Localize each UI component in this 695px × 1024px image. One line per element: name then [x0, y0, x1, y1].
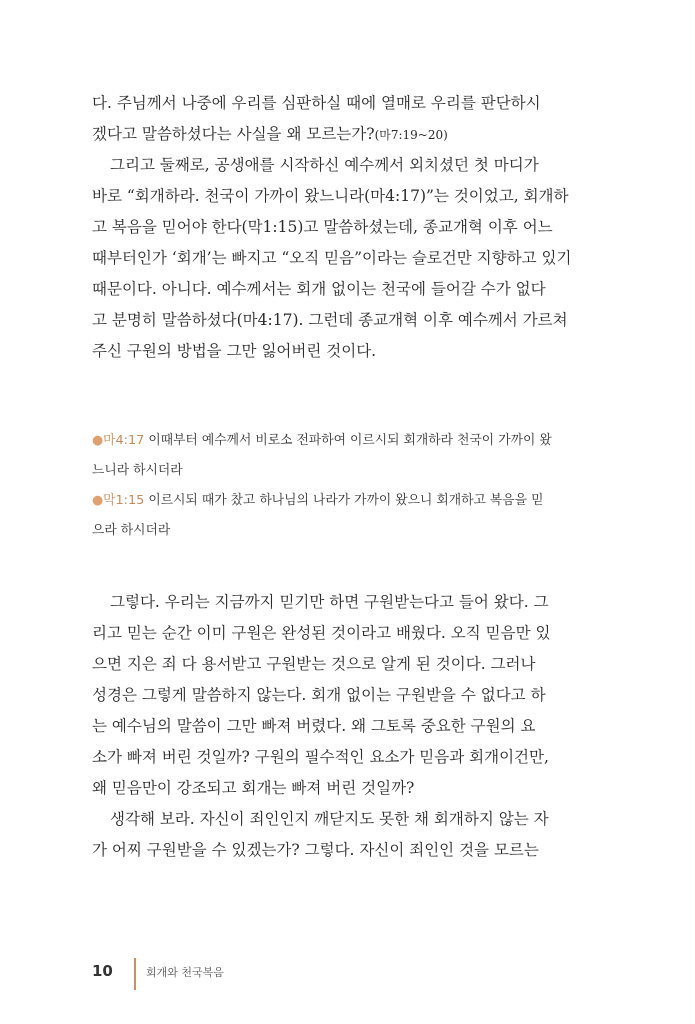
text-line: 는 예수님의 말씀이 그만 빠져 버렸다. 왜 그토록 중요한 구원의 요: [92, 717, 536, 735]
text-line: 겠다고 말씀하셨다는 사실을 왜 모르는가?(마7:19~20): [92, 125, 448, 143]
running-title: 회개와 천국복음: [146, 966, 224, 979]
text-line: 가 어찌 구원받을 수 있겠는가? 그렇다. 자신이 죄인인 것을 모르는: [92, 841, 539, 859]
text-line: 리고 믿는 순간 이미 구원은 완성된 것이라고 배웠다. 오직 믿음만 있: [92, 624, 551, 642]
text-line: 바로 “회개하라. 천국이 가까이 왔느니라(마4:17)”는 것이었고, 회개하: [92, 187, 569, 205]
text-line: 다. 주님께서 나중에 우리를 심판하실 때에 열매로 우리를 판단하시: [92, 94, 541, 112]
text-line: 그리고 둘째로, 공생애를 시작하신 예수께서 외치셨던 첫 마디가: [110, 156, 539, 174]
text-line: 소가 빠져 버린 것일까? 구원의 필수적인 요소가 믿음과 회개이건만,: [92, 748, 549, 766]
text-line: 왜 믿음만이 강조되고 회개는 빠져 버린 것일까?: [92, 779, 415, 797]
note-line: ●마4:17 이때부터 예수께서 비로소 전파하여 이르시되 회개하라 천국이 가까이 왔: [92, 433, 552, 448]
text-line: 고 분명히 말씀하셨다(마4:17). 그런데 종교개혁 이후 예수께서 가르쳐: [92, 311, 568, 329]
note-line: 느니라 하시더라: [92, 463, 183, 478]
text-line: 성경은 그렇게 말씀하지 않는다. 회개 없이는 구원받을 수 없다고 하: [92, 686, 546, 704]
body-text-bottom: [92, 587, 592, 866]
note-line: ●막1:15 이르시되 때가 찼고 하나님의 나라가 가까이 왔으니 회개하고 복음을 믿: [92, 493, 544, 508]
note-line: 으라 하시더라: [92, 523, 171, 538]
text-line: 고 복음을 믿어야 한다(막1:15)고 말씀하셨는데, 종교개혁 이후 어느: [92, 218, 553, 236]
note-reference: 막1:15: [103, 493, 145, 508]
body-text-top: [92, 88, 592, 367]
note-reference: 마4:17: [103, 433, 145, 448]
text-line: 생각해 보라. 자신이 죄인인지 깨닫지도 못한 채 회개하지 않는 자: [110, 810, 549, 828]
footer-divider: [134, 958, 136, 990]
bullet-icon: ●: [92, 493, 104, 508]
scripture-notes: [92, 426, 602, 546]
bullet-icon: ●: [92, 433, 104, 448]
scripture-reference: (마7:19~20): [374, 128, 448, 142]
page-number: 10: [92, 962, 113, 980]
text-line: 그렇다. 우리는 지금까지 믿기만 하면 구원받는다고 들어 왔다. 그: [110, 593, 549, 611]
text-line: 때부터인가 ‘회개’는 빠지고 “오직 믿음”이라는 슬로건만 지향하고 있기: [92, 249, 572, 267]
text-line: 때문이다. 아니다. 예수께서는 회개 없이는 천국에 들어갈 수가 없다: [92, 280, 546, 298]
text-line: 주신 구원의 방법을 그만 잃어버린 것이다.: [92, 342, 377, 360]
text-line: 으면 지은 죄 다 용서받고 구원받는 것으로 알게 된 것이다. 그러나: [92, 655, 536, 673]
